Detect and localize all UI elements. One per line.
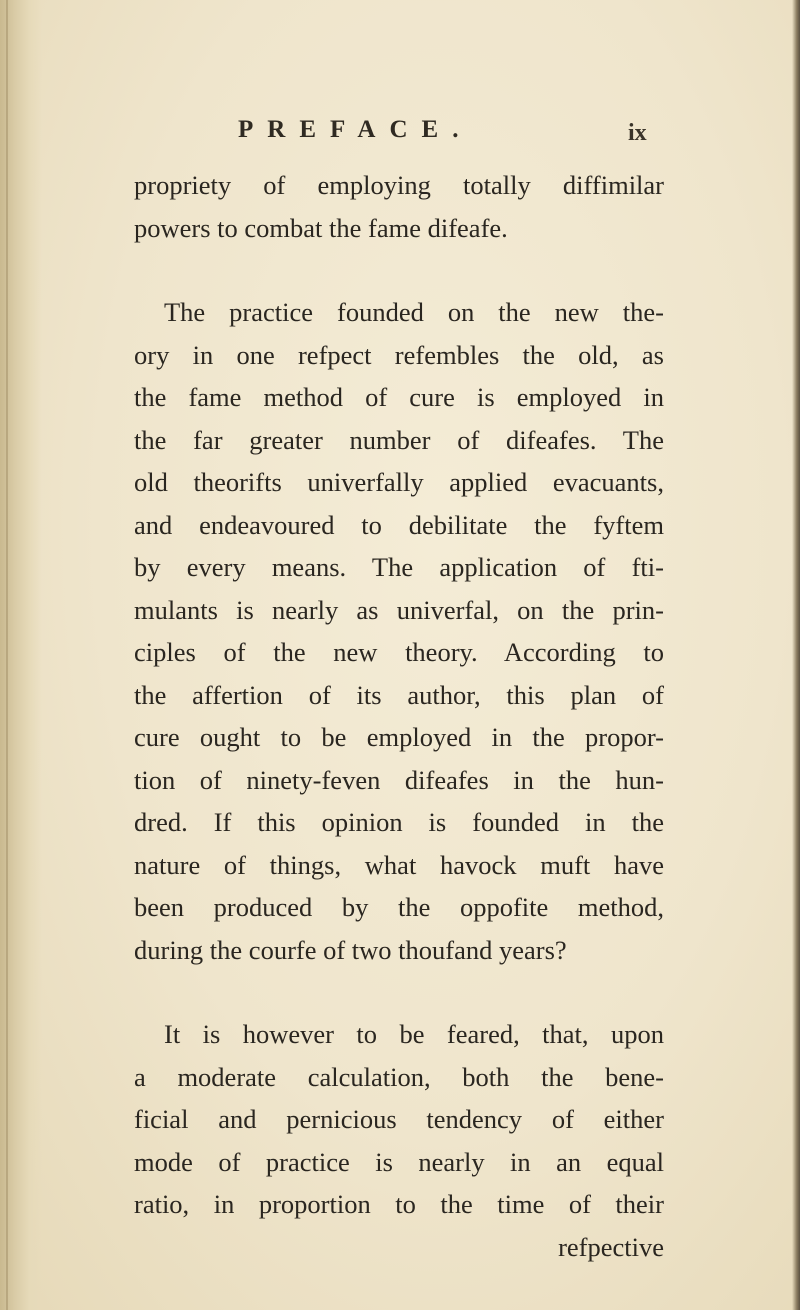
- text-line: propriety of employing totally diffimilar: [134, 170, 664, 200]
- text-line: dred. If this opinion is founded in the: [134, 807, 664, 837]
- text-line: It is however to be feared, that, upon: [164, 1019, 664, 1049]
- catchword: refpective: [558, 1231, 664, 1262]
- text-line: been produced by the oppofite method,: [134, 892, 664, 922]
- text-line: mulants is nearly as univerfal, on the prin-: [134, 594, 664, 625]
- running-head: PREFACE.: [238, 116, 473, 143]
- text-line: old theorifts univerfally applied evacuants,: [134, 467, 664, 497]
- text-line: ratio, in proportion to the time of their: [134, 1189, 664, 1219]
- page-number: ix: [628, 120, 647, 146]
- text-line: ory in one refpect refembles the old, as: [134, 339, 664, 370]
- text-line: ciples of the new theory. According to: [134, 637, 664, 667]
- text-line: nature of things, what havock muft have: [134, 849, 664, 880]
- paragraph-3: [134, 1013, 664, 1268]
- paragraph-gap: [134, 971, 664, 1013]
- text-line: The practice founded on the new the-: [164, 297, 664, 327]
- text-line: the affertion of its author, this plan of: [134, 679, 664, 710]
- paragraph-1: [134, 164, 664, 249]
- text-line: during the courfe of two thoufand years?: [134, 934, 567, 965]
- text-line: and endeavoured to debilitate the fyftem: [134, 509, 664, 540]
- text-line: ficial and pernicious tendency of either: [134, 1104, 664, 1134]
- text-line: a moderate calculation, both the bene-: [134, 1061, 664, 1092]
- text-line: cure ought to be employed in the propor-: [134, 722, 664, 752]
- paragraph-2: [134, 291, 664, 971]
- page-header: [0, 112, 800, 152]
- text-line: mode of practice is nearly in an equal: [134, 1146, 664, 1177]
- text-line: the fame method of cure is employed in: [134, 382, 664, 412]
- body-text: [134, 164, 664, 1268]
- text-line: tion of ninety-feven difeafes in the hun-: [134, 764, 664, 795]
- binding-gutter: [0, 0, 42, 1310]
- text-line: by every means. The application of fti-: [134, 552, 664, 582]
- page-edge: [792, 0, 800, 1310]
- text-line: powers to combat the fame difeafe.: [134, 212, 508, 243]
- text-line: the far greater number of difeafes. The: [134, 424, 664, 455]
- paragraph-gap: [134, 249, 664, 291]
